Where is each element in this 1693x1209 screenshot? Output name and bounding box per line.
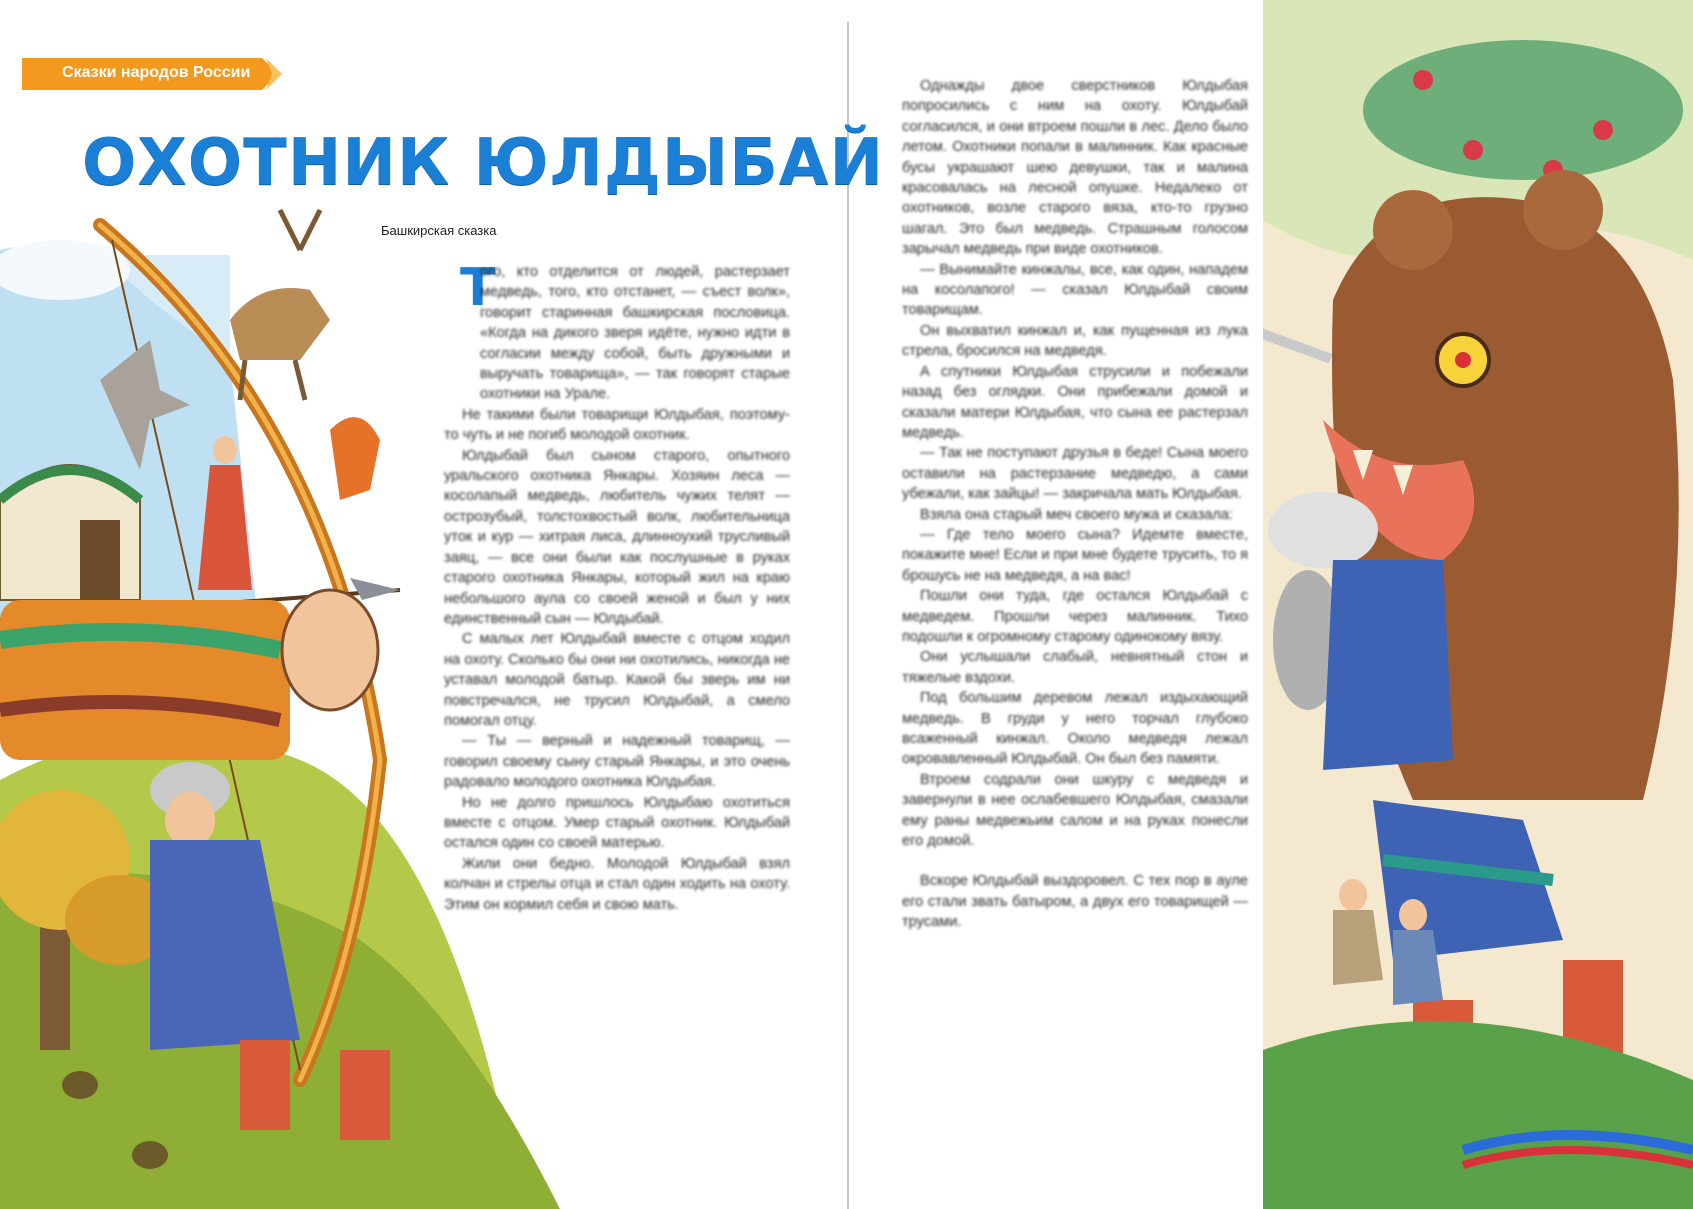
paragraph: — Где тело моего сына? Идемте вместе, покажите мне! Если и при мне будете трусить, то я брошусь не на медведя, а на вас! — [902, 526, 1248, 584]
text-column-left — [444, 258, 790, 915]
section-label: Сказки народов России — [62, 64, 251, 81]
paragraph: А спутники Юлдыбая струсили и побежали назад без оглядки. Они прибежали домой и сказали матери Юлдыбая, что сына ее растерзал медведь. — [902, 363, 1248, 441]
paragraph: — Так не поступают друзья в беде! Сына моего оставили на растерзание медведю, а сами убежали, как зайцы! — закричала мать Юлдыбая. — [902, 445, 1248, 503]
drop-cap: Т — [460, 258, 496, 318]
text-column-right — [902, 76, 1248, 933]
bear-fight-illustration — [1263, 0, 1693, 1209]
paragraph: Вскоре Юлдыбай выздоровел. С тех пор в ауле его стали звать батыром, а двух его товарищей — трусами. — [902, 873, 1248, 931]
paragraph: Но не долго пришлось Юлдыбаю охотиться вместе с отцом. Умер старый охотник. Юлдыбай остался один со своей матерью. — [444, 794, 790, 852]
fox-icon — [330, 417, 380, 500]
paragraph: ого, кто отделится от людей, растерзает медведь, того, кто отстанет, — съест волк», говорит старинная башкирская пословица. «Когда на дикого зверя идёте, нужно идти в согласии между собой, быть дружными и выручать товарища», — так говорят старые охотники на Урале. — [480, 264, 790, 403]
paragraph: Под большим деревом лежал издыхающий медведь. В груди у него торчал глубоко всаженный кинжал. Около медведя лежал окровавленный Юлдыбай. Он был без памяти. — [902, 690, 1248, 768]
story-subtitle: Башкирская сказка — [381, 223, 497, 238]
raspberry-bush-icon — [1363, 40, 1683, 180]
section-tab — [22, 58, 270, 90]
arm-sleeve-icon — [0, 590, 378, 760]
paragraph: — Ты — верный и надежный товарищ, — говорил своему сыну старый Янкары, и это очень радовало молодого охотника Юлдыбая. — [444, 733, 790, 791]
paragraph: Однажды двое сверстников Юлдыбая попросились с ним на охоту. Юлдыбай согласился, и они втроем пошли в лес. Дело было летом. Охотники попали в малинник. Как красные бусы украшают шею девушки, так и малина красовалась на лесной опушке. Недалеко от охотников, возле старого вяза, кто-то грузно шагал. Это был медведь. Страшным голосом зарычал медведь при виде охотников. — [902, 78, 1248, 258]
page-gutter — [847, 22, 849, 1209]
moose-icon — [230, 210, 330, 400]
paragraph: Пошли они туда, где остался Юлдыбай с медведем. Прошли через малинник. Тихо подошли к огромному старому одинокому вязу. — [902, 588, 1248, 645]
paragraph: Жили они бедно. Молодой Юлдыбай взял колчан и стрелы отца и стал один ходить на охоту. Этим он кормил себя и свою мать. — [444, 855, 790, 913]
paragraph: Они услышали слабый, невнятный стон и тяжелые вздохи. — [902, 649, 1248, 686]
paragraph — [902, 851, 1248, 871]
yurt-icon — [0, 465, 140, 600]
story-title: ОХОТНИК ЮЛДЫБАЙ — [82, 126, 884, 200]
paragraph: Юлдыбай был сыном старого, опытного уральского охотника Янкары. Хозяин леса — косолапый медведь, любитель чужих телят — острозубый, толстохвостый волк, любительница уток и кур — хитрая лиса, длинноухий трусливый заяц, — все они были как послушные в руках старого охотника Янкары, который жил на краю небольшого аула со своей женой и был у них единственный сын — Юлдыбай. — [444, 447, 790, 627]
paragraph: — Вынимайте кинжалы, все, как один, нападем на косолапого! — сказал Юлдыбай своим товарищам. — [902, 261, 1248, 319]
paragraph: Он выхватил кинжал и, как пущенная из лука стрела, бросился на медведя. — [902, 322, 1248, 360]
paragraph: Взяла она старый меч своего мужа и сказала: — [920, 506, 1233, 523]
paragraph: Не такими были товарищи Юлдыбая, поэтому-то чуть и не погиб молодой охотник. — [444, 406, 790, 444]
paragraph: Втроем содрали они шкуру с медведя и завернули в нее ослабевшего Юлдыбая, смазали ему раны медвежьим салом и на руках понесли его домой. — [902, 771, 1248, 850]
paragraph: С малых лет Юлдыбай вместе с отцом ходил на охоту. Сколько бы они ни охотились, никогда не уставал молодой батыр. Какой бы зверь им ни повстречался, не трусил Юлдыбай, а смело помогал отцу. — [444, 631, 790, 729]
